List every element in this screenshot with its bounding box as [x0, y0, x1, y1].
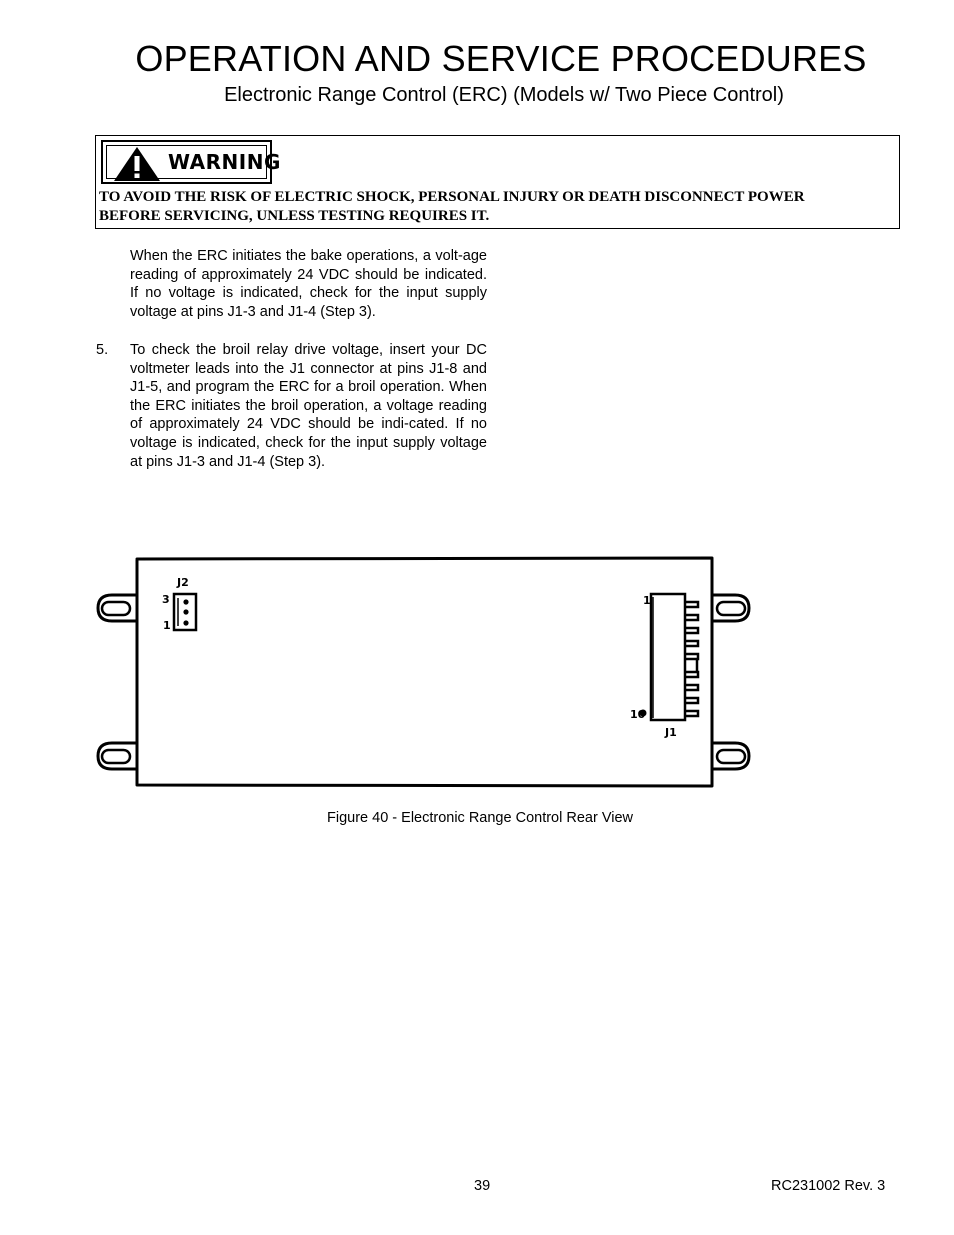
j1-pin-10-label: 10: [630, 708, 646, 721]
figure-caption: Figure 40 - Electronic Range Control Rear View: [327, 810, 633, 826]
j2-connector: [174, 594, 196, 630]
paragraph-text: When the ERC initiates the bake operations, a volt-age reading of approximately 24 VDC should be indicated. If no voltage is indicated, check for the input supply voltage at pins J1-3 and J1-4 (Step 3).: [130, 248, 487, 320]
paragraph-bake-check: [130, 247, 487, 321]
paragraph-text: To check the broil relay drive voltage, insert your DC voltmeter leads into the J1 connector at pins J1-8 and J1-5, and program the ERC for a broil operation. When the ERC initiates the broil operation, a voltage reading of approximately 24 VDC should be indi-cated. If no voltage is indicated, check for the input supply voltage at pins J1-3 and J1-4 (Step 3).: [130, 342, 487, 470]
figure-erc-rear-view: [90, 550, 760, 800]
j1-label: J1: [665, 726, 677, 739]
page-title: OPERATION AND SERVICE PROCEDURES: [135, 38, 867, 79]
warning-text-line-2: BEFORE SERVICING, UNLESS TESTING REQUIRES IT.: [99, 208, 490, 224]
warning-text: [99, 188, 805, 226]
warning-box: [95, 135, 900, 229]
erc-board-drawing: [90, 550, 760, 795]
warning-badge: [101, 140, 281, 184]
document-id: RC231002 Rev. 3: [771, 1178, 886, 1194]
step-number-5: 5.: [96, 342, 109, 358]
j2-pin-1-label: 1: [163, 619, 171, 632]
warning-label: WARNING: [168, 150, 281, 174]
j2-pin-3-label: 3: [162, 593, 170, 606]
page-subtitle: Electronic Range Control (ERC) (Models w/ Two Piece Control): [224, 84, 784, 106]
paragraph-step-5: [130, 341, 487, 471]
j2-label: J2: [177, 576, 189, 589]
warning-triangle-icon: [112, 146, 162, 182]
j1-connector: [640, 594, 699, 720]
warning-text-line-1: TO AVOID THE RISK OF ELECTRIC SHOCK, PERSONAL INJURY OR DEATH DISCONNECT POWER: [99, 189, 805, 205]
j1-pin-1-label: 1: [643, 594, 651, 607]
page-number: 39: [474, 1178, 491, 1194]
